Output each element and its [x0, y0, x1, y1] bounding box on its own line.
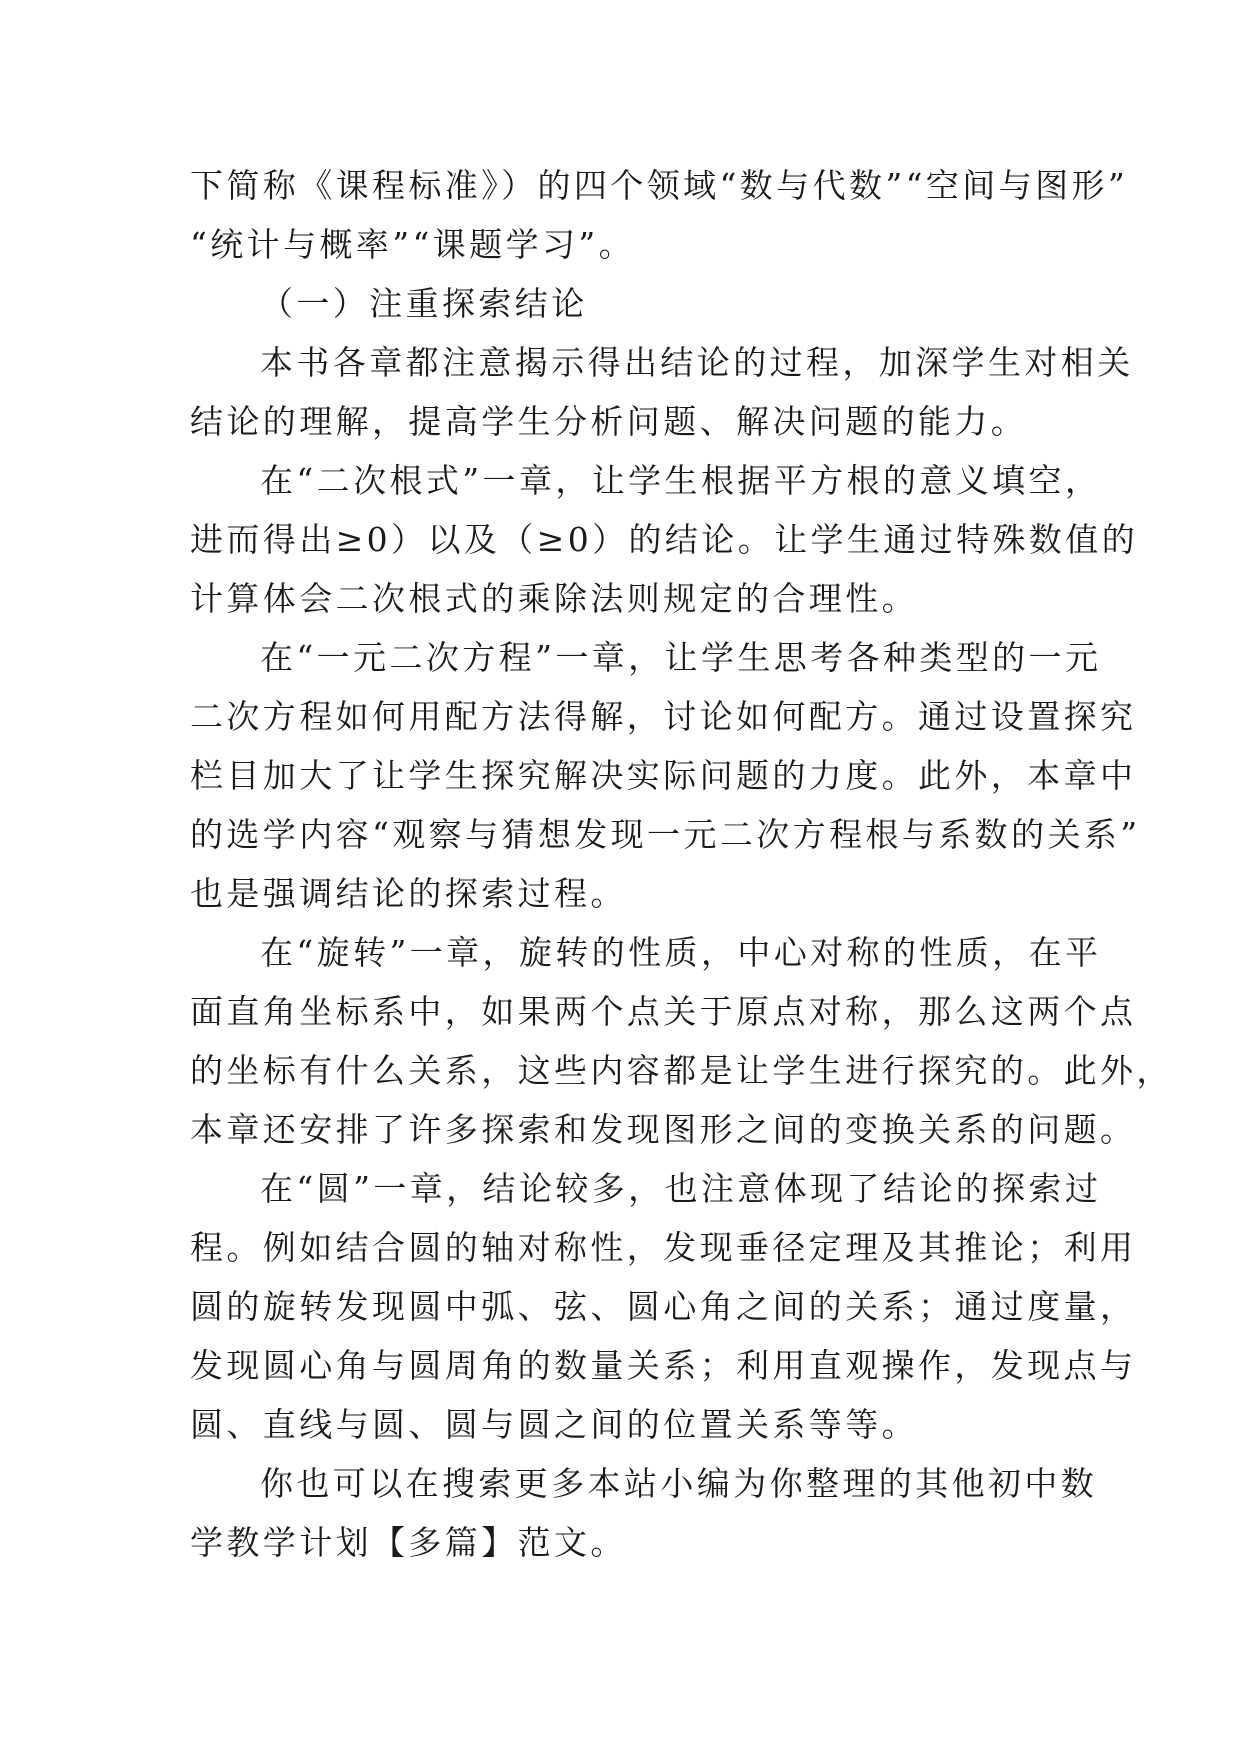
text-line: 圆的旋转发现圆中弧、弦、圆心角之间的关系；通过度量， — [190, 1287, 1137, 1326]
text-line: 程。例如结合圆的轴对称性，发现垂径定理及其推论；利用 — [190, 1228, 1137, 1267]
section-heading: （一）注重探索结论 — [260, 284, 588, 323]
text-line: 的坐标有什么关系，这些内容都是让学生进行探究的。此外， — [190, 1051, 1173, 1090]
text-line-continuation: 下简称《课程标准》）的四个领域“数与代数”“空间与图形” — [190, 166, 1129, 205]
text-line: 二次方程如何用配方法得解，讨论如何配方。通过设置探究 — [190, 697, 1137, 736]
text-line: 的选学内容“观察与猜想发现一元二次方程根与系数的关系” — [190, 815, 1141, 854]
paragraph-first-line: 在“圆”一章，结论较多，也注意体现了结论的探索过 — [260, 1169, 1102, 1208]
text-line: 栏目加大了让学生探究解决实际问题的力度。此外，本章中 — [190, 756, 1137, 795]
paragraph-first-line: 在“一元二次方程”一章，让学生思考各种类型的一元 — [260, 638, 1102, 677]
text-line: 圆、直线与圆、圆与圆之间的位置关系等等。 — [190, 1405, 918, 1444]
paragraph-first-line: 你也可以在搜索更多本站小编为你整理的其他初中数 — [260, 1464, 1098, 1503]
body-text — [190, 156, 1173, 1572]
text-line: 学教学计划【多篇】范文。 — [190, 1523, 627, 1562]
text-line: 本章还安排了许多探索和发现图形之间的变换关系的问题。 — [190, 1110, 1137, 1149]
paragraph-first-line: 本书各章都注意揭示得出结论的过程，加深学生对相关 — [260, 343, 1134, 382]
text-line: 也是强调结论的探索过程。 — [190, 874, 627, 913]
text-line: 进而得出≥0）以及（≥0）的结论。让学生通过特殊数值的 — [190, 520, 1139, 559]
text-line: 面直角坐标系中，如果两个点关于原点对称，那么这两个点 — [190, 992, 1137, 1031]
text-line-continuation: “统计与概率”“课题学习”。 — [190, 225, 636, 264]
paragraph-first-line: 在“二次根式”一章，让学生根据平方根的意义填空， — [260, 461, 1102, 500]
text-line: 发现圆心角与圆周角的数量关系；利用直观操作，发现点与 — [190, 1346, 1137, 1385]
paragraph-first-line: 在“旋转”一章，旋转的性质，中心对称的性质，在平 — [260, 933, 1102, 972]
text-line: 计算体会二次根式的乘除法则规定的合理性。 — [190, 579, 918, 618]
text-line: 结论的理解，提高学生分析问题、解决问题的能力。 — [190, 402, 1028, 441]
